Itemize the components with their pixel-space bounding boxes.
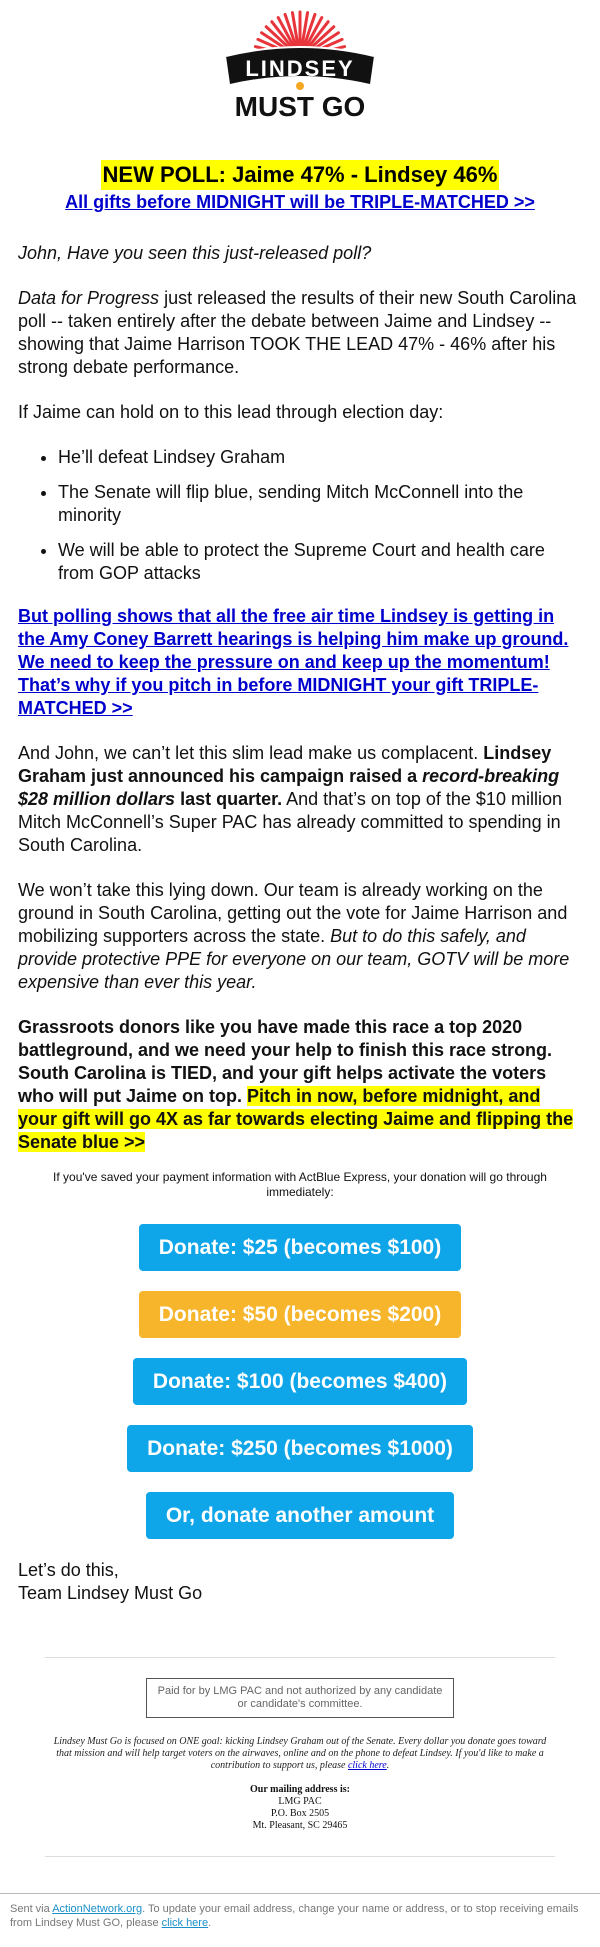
fundraising-text-a: And John, we can’t let this slim lead make us complacent. (18, 743, 484, 763)
address-line: LMG PAC (278, 1796, 322, 1807)
momentum-link[interactable]: But polling shows that all the free air time Lindsey is getting in the Amy Coney Barrett hearings is helping him make up ground. We need to keep the pressure on and keep up the momentum! That’s why if you pitch in before MIDNIGHT your gift TRIPLE-MATCHED >> (18, 606, 569, 718)
actblue-express-note: If you've saved your payment information with ActBlue Express, your donation will go through immediately: (53, 1170, 547, 1199)
message-content (0, 242, 600, 1154)
greeting: John, Have you seen this just-released poll? (18, 243, 372, 263)
lindsey-must-go-logo[interactable] (212, 8, 388, 132)
ground-game-text: We won’t take this lying down. Our team is already working on the ground in South Carolina, getting out the vote for Jaime Harrison and mobilizing supporters across the state. (18, 880, 568, 946)
mission-statement (50, 1736, 550, 1772)
footer-text: . To update your email address, change your name or address, or to stop receiving emails from Lindsey Must GO, please (10, 1903, 579, 1929)
logo-area (0, 0, 600, 150)
unsubscribe-link[interactable]: click here (161, 1917, 209, 1929)
logo-word-bottom: MUST GO (234, 91, 366, 122)
headline: NEW POLL: Jaime 47% - Lindsey 46% (101, 160, 500, 190)
condition-paragraph: If Jaime can hold on to this lead through election day: (18, 402, 444, 422)
poll-paragraph (18, 287, 582, 379)
ask-text: Grassroots donors like you have made this race a top 2020 battleground, and we need your help to finish this race strong. South Carolina is TIED, and your gift helps activate the voters who will put Jaime on top. (18, 1017, 553, 1106)
list-item: • He’ll defeat Lindsey Graham (58, 446, 582, 469)
signoff (0, 1559, 600, 1605)
address-line: Mt. Pleasant, SC 29465 (252, 1820, 348, 1831)
momentum-paragraph (18, 605, 582, 720)
ground-game-paragraph (18, 879, 582, 994)
donate-25-button[interactable]: Donate: $25 (becomes $100) (139, 1224, 461, 1271)
poll-source: Data for Progress (18, 288, 160, 308)
signoff-line: Let’s do this, (18, 1560, 119, 1580)
fundraising-text-b: Lindsey Graham just announced his campaign raised a (18, 743, 552, 786)
fundraising-text-d: last quarter. (175, 789, 283, 809)
fundraising-text-e: And that’s on top of the $10 million Mitch McConnell’s Super PAC has already committed to spending in South Carolina. (18, 789, 562, 855)
ask-paragraph (18, 1016, 582, 1154)
triple-match-link[interactable]: All gifts before MIDNIGHT will be TRIPLE-MATCHED >> (65, 192, 535, 212)
list-item: • We will be able to protect the Supreme Court and health care from GOP attacks (58, 539, 582, 585)
address-line: P.O. Box 2505 (270, 1808, 330, 1819)
divider (45, 1856, 555, 1857)
paid-for-disclaimer: Paid for by LMG PAC and not authorized by any candidate or candidate's committee. (146, 1678, 454, 1718)
logo-word-top: LINDSEY (245, 56, 355, 81)
donate-100-button[interactable]: Donate: $100 (becomes $400) (133, 1358, 467, 1405)
donate-250-button[interactable]: Donate: $250 (becomes $1000) (127, 1425, 473, 1472)
contribute-link[interactable]: click here (347, 1760, 387, 1771)
fundraising-amount: record-breaking $28 million dollars (18, 766, 560, 809)
divider (45, 1657, 555, 1658)
donate-50-button[interactable]: Donate: $50 (becomes $200) (139, 1291, 461, 1338)
fundraising-paragraph (18, 742, 582, 857)
mission-text: Lindsey Must Go is focused on ONE goal: kicking Lindsey Graham out of the Senate. Every dollar you donate goes toward that mission and will help target voters on the airwaves, online and on the phone to defeat Lindsey. If you'd like to make a contribution to support us, please (53, 1736, 547, 1771)
donate-other-button[interactable]: Or, donate another amount (146, 1492, 454, 1539)
ground-game-emphasis: But to do this safely, and provide protective PPE for everyone on our team, GOTV will be more expensive than ever this year. (18, 926, 570, 992)
footer-text: Sent via (10, 1903, 53, 1915)
address-label: Our mailing address is: (250, 1784, 350, 1795)
actionnetwork-link[interactable]: ActionNetwork.org (52, 1903, 143, 1915)
footer (0, 1893, 600, 1940)
footer-text: . (208, 1917, 212, 1929)
mailing-address (0, 1784, 600, 1832)
signoff-team: Team Lindsey Must Go (18, 1583, 203, 1603)
flame-icon (296, 82, 304, 90)
outcomes-list (18, 446, 582, 585)
mission-end: . (386, 1760, 390, 1771)
poll-text: just released the results of their new South Carolina poll -- taken entirely after the debate between Jaime and Lindsey -- showing that Jaime Harrison TOOK THE LEAD 47% - 46% after his strong debate performance. (18, 288, 577, 377)
list-item: • The Senate will flip blue, sending Mitch McConnell into the minority (58, 481, 582, 527)
ask-highlight-link[interactable]: Pitch in now, before midnight, and your gift will go 4X as far towards electing Jaime and flipping the Senate blue >> (18, 1086, 574, 1152)
